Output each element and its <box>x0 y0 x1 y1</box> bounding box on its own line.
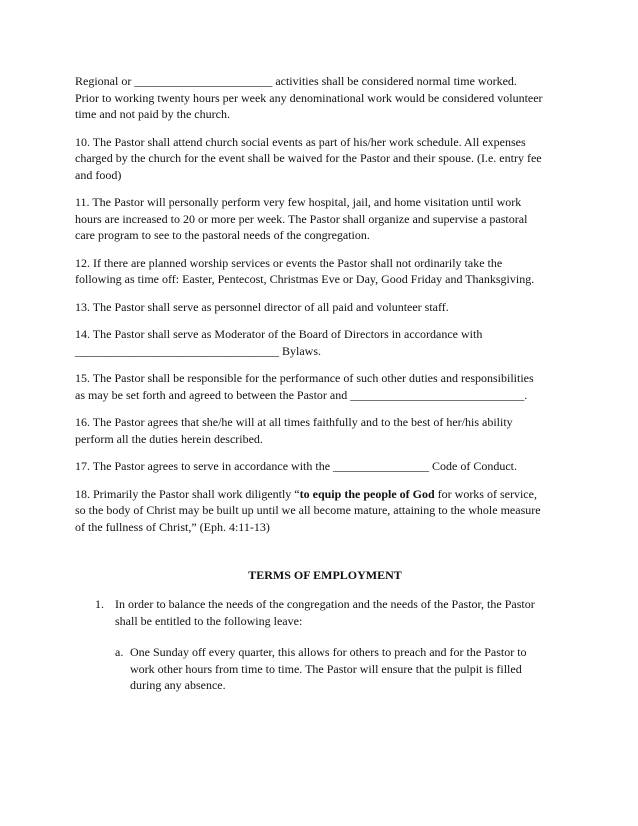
list-item-1-line-1: In order to balance the needs of the congregation and the needs of the Pastor, the Pastor <box>115 597 535 611</box>
paragraph-line: __________________________________ Bylaws. <box>75 343 321 358</box>
paragraph-line: 13. The Pastor shall serve as personnel director of all paid and volunteer staff. <box>75 299 449 314</box>
paragraph-18-line-2: so the body of Christ may be built up until we all become mature, attaining to the whole measure <box>75 503 541 517</box>
paragraph-line: and food) <box>75 167 122 182</box>
paragraph-line: perform all the duties herein described. <box>75 431 263 446</box>
list-item-1a-line-1: One Sunday off every quarter, this allows for others to preach and for the Pastor to <box>130 645 527 659</box>
paragraph-line: 10. The Pastor shall attend church social events as part of his/her work schedule. All expenses <box>75 134 526 149</box>
paragraph-17 <box>75 458 575 475</box>
paragraph-11 <box>75 194 575 244</box>
list-item-1a-line-2: work other hours from time to time. The Pastor will ensure that the pulpit is filled <box>130 661 522 676</box>
paragraph-line: Prior to working twenty hours per week any denominational work would be considered volunteer <box>75 90 543 105</box>
list-item-1a <box>115 644 575 694</box>
paragraph-line: 17. The Pastor agrees to serve in accordance with the ________________ Code of Conduct. <box>75 459 518 473</box>
paragraph-line: 16. The Pastor agrees that she/he will at all times faithfully and to the best of her/his ability <box>75 415 513 429</box>
paragraph-line: care program to see to the pastoral needs of the congregation. <box>75 228 370 242</box>
emphasis-text: to equip the people of God <box>299 486 435 501</box>
paragraph-list <box>75 73 575 475</box>
paragraph-15 <box>75 370 575 403</box>
paragraph-line: Regional or _______________________ activities shall be considered normal time worked. <box>75 74 517 88</box>
paragraph-line: 14. The Pastor shall serve as Moderator of the Board of Directors in accordance with <box>75 327 483 341</box>
paragraph-line: time and not paid by the church. <box>75 107 230 121</box>
paragraph-line: 15. The Pastor shall be responsible for the performance of such other duties and responsibilities <box>75 371 534 385</box>
paragraph-18-line-1: 18. Primarily the Pastor shall work diligently “to equip the people of God for works of service, <box>75 486 537 501</box>
paragraph-14 <box>75 326 575 359</box>
paragraph-18-line-3: of the fullness of Christ,” (Eph. 4:11-13) <box>75 519 270 534</box>
paragraph-regional <box>75 73 575 123</box>
sub-item-letter: a. <box>115 645 124 659</box>
list-item-number: 1. <box>95 597 104 611</box>
paragraph-13 <box>75 299 575 316</box>
paragraph-line: 12. If there are planned worship services or events the Pastor shall not ordinarily take the <box>75 255 503 270</box>
paragraph-line: charged by the church for the event shall be waived for the Pastor and their spouse. (I.e. entry fee <box>75 151 542 165</box>
document-page <box>75 73 575 692</box>
paragraph-18 <box>75 486 575 536</box>
paragraph-12 <box>75 255 575 288</box>
list-item-1 <box>95 596 575 629</box>
paragraph-16 <box>75 414 575 447</box>
list-item-1-line-2: shall be entitled to the following leave: <box>115 613 303 628</box>
paragraph-line: 11. The Pastor will personally perform very few hospital, jail, and home visitation until work <box>75 195 522 209</box>
paragraph-line: following as time off: Easter, Pentecost, Christmas Eve or Day, Good Friday and Thanksgiving. <box>75 272 535 286</box>
section-heading: TERMS OF EMPLOYMENT <box>248 568 402 582</box>
paragraph-10 <box>75 134 575 184</box>
paragraph-line: hours are increased to 20 or more per week. The Pastor shall organize and supervise a pastoral <box>75 211 528 226</box>
paragraph-line: as may be set forth and agreed to between the Pastor and _____________________________. <box>75 387 528 402</box>
list-item-1a-line-3: during any absence. <box>130 678 226 692</box>
